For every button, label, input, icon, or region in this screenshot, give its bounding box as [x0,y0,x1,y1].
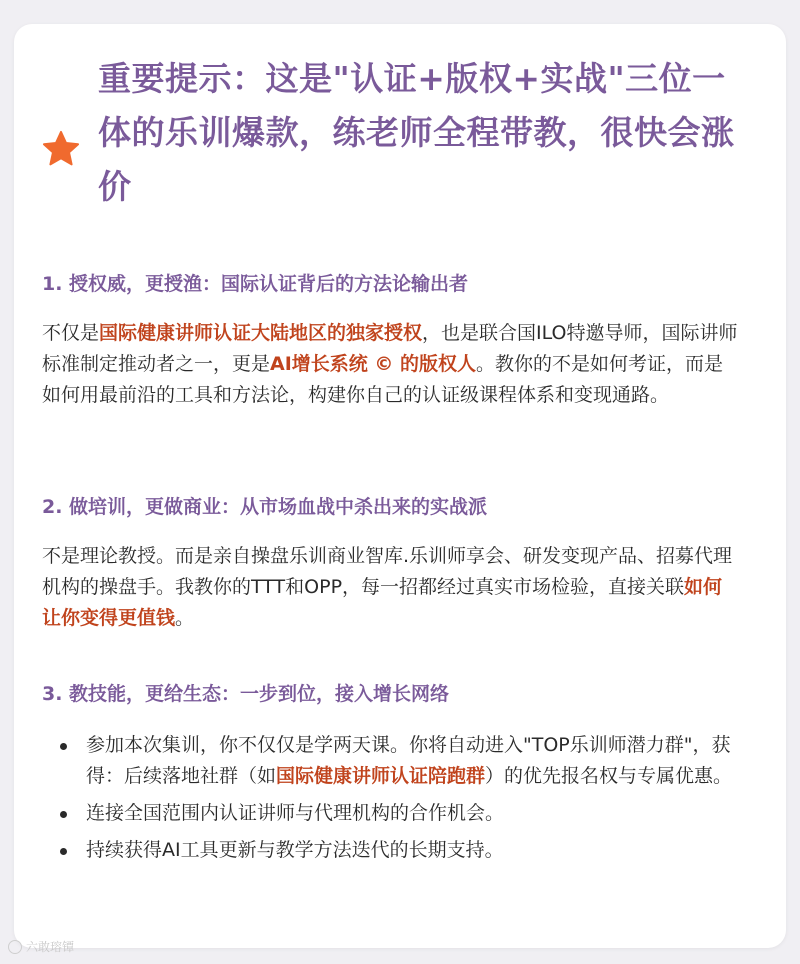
text-run: 不仅是 [42,322,100,344]
text-run: 连接全国范围内认证讲师与代理机构的合作机会。 [86,802,505,824]
highlight-exclusive-authorization: 国际健康讲师认证大陆地区的独家授权 [99,322,423,344]
text-run: 参加本次集训，你不仅仅是学两天课。你将自动进入"TOP乐训师潜力群"，获得：后续落地社群（如 [86,734,731,787]
bullet-icon [60,743,67,750]
bullet-icon [60,811,67,818]
text-run: 。教你的不是如何考证，而是如何用最前沿的工具和方法论，构建你自己的认证级课程体系和变现通路。 [42,353,724,406]
notice-title: 重要提示：这是"认证+版权+实战"三位一体的乐训爆款，练老师全程带教，很快会涨价 [98,59,735,206]
watermark [8,938,74,955]
section-2-paragraph [42,541,738,634]
text-run: 。 [175,607,195,629]
benefits-list [42,730,742,872]
highlight-more-valuable: 如何让你变得更值钱 [42,576,723,629]
bullet-icon [60,848,67,855]
watermark-text: 六敢瑢镡 [26,940,75,954]
section-2-title: 2. 做培训，更做商业：从市场血战中杀出来的实战派 [42,496,488,518]
text-run: ）的优先报名权与专属优惠。 [485,765,733,787]
list-item [42,730,742,792]
section-1-title: 1. 授权威，更授渔：国际认证背后的方法论输出者 [42,273,469,295]
highlight-ai-growth-copyright: AI增长系统 © 的版权人 [270,353,477,375]
text-run: ，也是联合国ILO特邀导师，国际讲师标准制定推动者之一，更是 [42,322,738,375]
text-run: 不是理论教授。而是亲自操盘乐训商业智库.乐训师享会、研发变现产品、招募代理机构的操盘手。我教你的TTT和OPP，每一招都经过真实市场检验，直接关联 [42,545,733,598]
section-3-title: 3. 教技能，更给生态：一步到位，接入增长网络 [42,683,450,705]
highlight-companion-group: 国际健康讲师认证陪跑群 [276,765,486,787]
star-icon [42,130,80,168]
section-1-paragraph [42,318,738,411]
text-run: 持续获得AI工具更新与教学方法迭代的长期支持。 [86,839,504,861]
list-item [42,835,742,866]
list-item [42,798,742,829]
watermark-logo-icon [8,940,22,954]
important-notice-heading [42,52,742,232]
